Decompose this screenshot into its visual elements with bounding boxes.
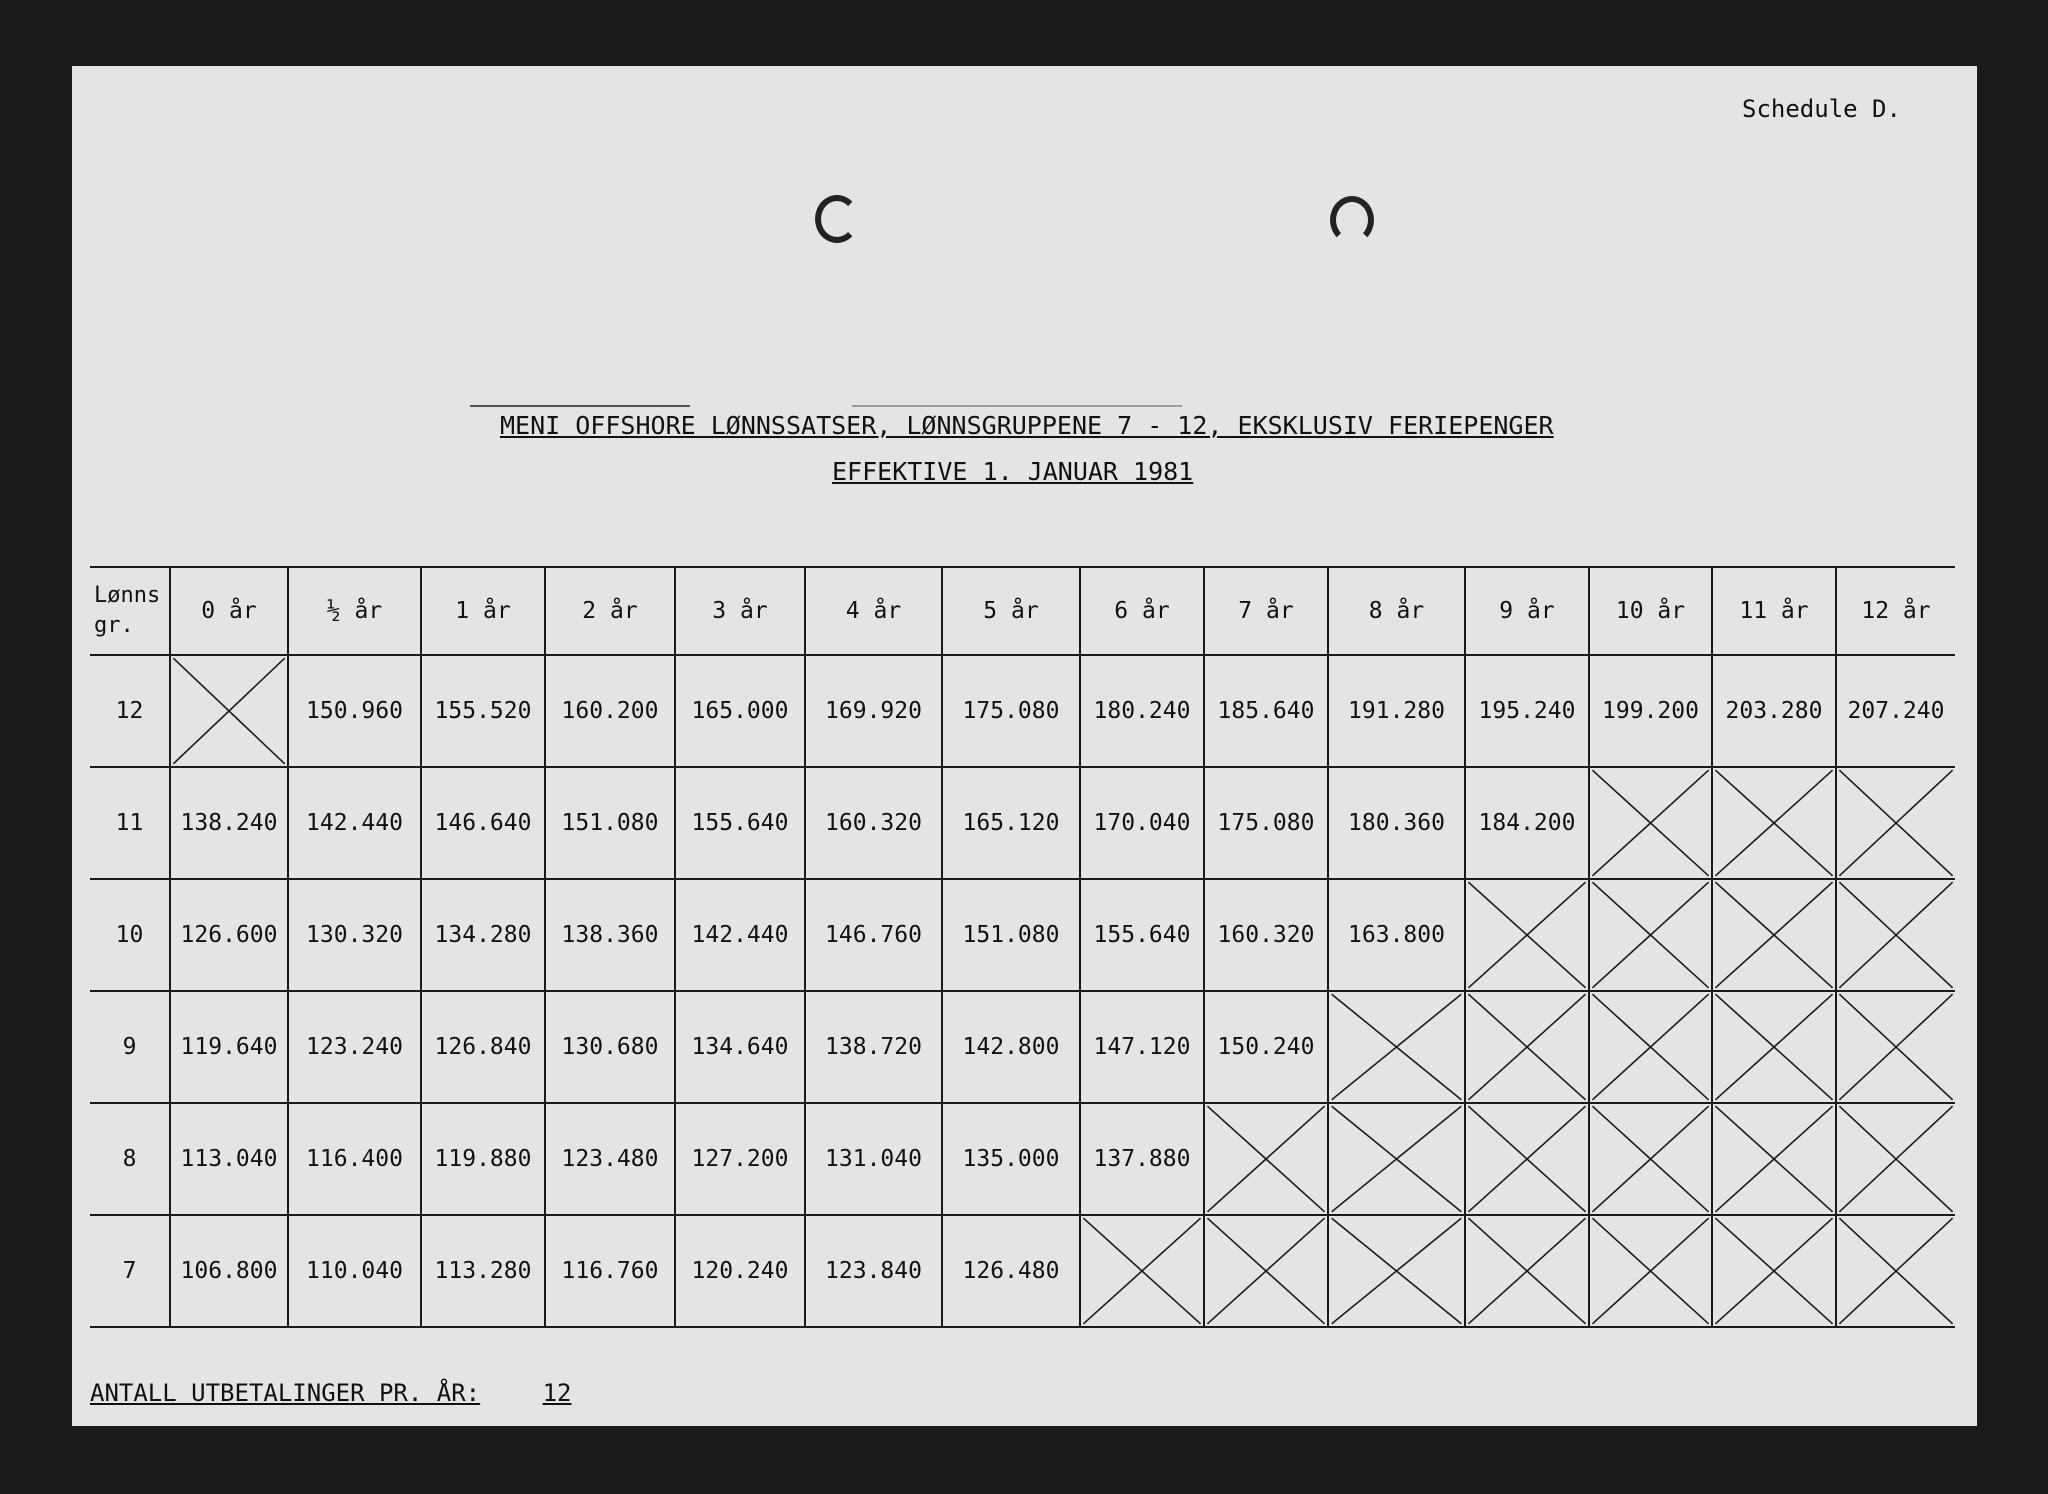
- salary-cell: 142.800: [942, 991, 1080, 1103]
- salary-cell: 134.640: [675, 991, 805, 1103]
- table-header-row: [90, 567, 1955, 655]
- salary-group-cell: 11: [90, 767, 170, 879]
- payments-per-year: [90, 1379, 572, 1407]
- cross-mark-icon: [1713, 1216, 1835, 1326]
- table-row: [90, 1215, 1955, 1327]
- salary-cell: 134.280: [421, 879, 545, 991]
- salary-cell: 151.080: [545, 767, 675, 879]
- salary-cell: 123.240: [288, 991, 421, 1103]
- salary-cell: 165.120: [942, 767, 1080, 879]
- salary-group-cell: 7: [90, 1215, 170, 1327]
- cross-mark-icon: [1329, 1216, 1464, 1326]
- salary-cell: 160.320: [1204, 879, 1328, 991]
- table-row: [90, 991, 1955, 1103]
- salary-cell: 160.200: [545, 655, 675, 767]
- salary-cell: 106.800: [170, 1215, 288, 1327]
- salary-cell: 160.320: [805, 767, 942, 879]
- table-row: [90, 655, 1955, 767]
- cross-mark-icon: [1590, 992, 1711, 1102]
- cross-mark-icon: [1590, 880, 1711, 990]
- salary-cell: 116.400: [288, 1103, 421, 1215]
- salary-cell: 207.240: [1836, 655, 1955, 767]
- not-applicable-cell: [1712, 1215, 1836, 1327]
- not-applicable-cell: [1204, 1215, 1328, 1327]
- not-applicable-cell: [1836, 1215, 1955, 1327]
- not-applicable-cell: [1836, 767, 1955, 879]
- document-subtitle: EFFEKTIVE 1. JANUAR 1981: [832, 457, 1194, 486]
- cross-mark-icon: [1081, 1216, 1203, 1326]
- salary-cell: 147.120: [1080, 991, 1204, 1103]
- cross-mark-icon: [1590, 768, 1711, 878]
- punch-hole-mark: [815, 195, 859, 243]
- not-applicable-cell: [1328, 1215, 1465, 1327]
- salary-group-cell: 8: [90, 1103, 170, 1215]
- not-applicable-cell: [170, 655, 288, 767]
- column-header: 1 år: [421, 567, 545, 655]
- column-header: 12 år: [1836, 567, 1955, 655]
- salary-table-container: [90, 566, 1955, 1328]
- cross-mark-icon: [1713, 992, 1835, 1102]
- table-body: [90, 655, 1955, 1327]
- salary-cell: 155.520: [421, 655, 545, 767]
- column-header: 10 år: [1589, 567, 1712, 655]
- column-header: 3 år: [675, 567, 805, 655]
- salary-cell: 151.080: [942, 879, 1080, 991]
- salary-cell: 203.280: [1712, 655, 1836, 767]
- salary-cell: 131.040: [805, 1103, 942, 1215]
- not-applicable-cell: [1589, 1215, 1712, 1327]
- salary-cell: 123.840: [805, 1215, 942, 1327]
- salary-cell: 185.640: [1204, 655, 1328, 767]
- salary-cell: 126.600: [170, 879, 288, 991]
- not-applicable-cell: [1465, 879, 1589, 991]
- table-row: [90, 767, 1955, 879]
- salary-group-cell: 12: [90, 655, 170, 767]
- salary-cell: 199.200: [1589, 655, 1712, 767]
- schedule-label: Schedule D.: [1742, 95, 1901, 123]
- column-header: 5 år: [942, 567, 1080, 655]
- not-applicable-cell: [1465, 991, 1589, 1103]
- column-header: ½ år: [288, 567, 421, 655]
- not-applicable-cell: [1712, 767, 1836, 879]
- cross-mark-icon: [171, 656, 287, 766]
- not-applicable-cell: [1328, 1103, 1465, 1215]
- table-row: [90, 879, 1955, 991]
- column-header: 0 år: [170, 567, 288, 655]
- salary-cell: 126.480: [942, 1215, 1080, 1327]
- cross-mark-icon: [1329, 992, 1464, 1102]
- salary-cell: 113.040: [170, 1103, 288, 1215]
- cross-mark-icon: [1205, 1216, 1327, 1326]
- document-title: MENI OFFSHORE LØNNSSATSER, LØNNSGRUPPENE 7 - 12, EKSKLUSIV FERIEPENGER: [500, 411, 1554, 440]
- salary-cell: 137.880: [1080, 1103, 1204, 1215]
- punch-hole-mark: [1330, 196, 1374, 244]
- cross-mark-icon: [1837, 992, 1955, 1102]
- cross-mark-icon: [1837, 880, 1955, 990]
- salary-cell: 150.240: [1204, 991, 1328, 1103]
- salary-cell: 169.920: [805, 655, 942, 767]
- not-applicable-cell: [1589, 879, 1712, 991]
- cross-mark-icon: [1590, 1216, 1711, 1326]
- cross-mark-icon: [1329, 1104, 1464, 1214]
- not-applicable-cell: [1080, 1215, 1204, 1327]
- cross-mark-icon: [1466, 880, 1588, 990]
- salary-table: [90, 566, 1955, 1328]
- group-column-header: [90, 567, 170, 655]
- not-applicable-cell: [1465, 1103, 1589, 1215]
- salary-cell: 146.640: [421, 767, 545, 879]
- column-header: 9 år: [1465, 567, 1589, 655]
- faded-rule: [470, 405, 690, 407]
- salary-cell: 119.880: [421, 1103, 545, 1215]
- salary-cell: 138.360: [545, 879, 675, 991]
- column-header: 7 år: [1204, 567, 1328, 655]
- column-header: 8 år: [1328, 567, 1465, 655]
- salary-cell: 146.760: [805, 879, 942, 991]
- cross-mark-icon: [1837, 1216, 1955, 1326]
- not-applicable-cell: [1712, 879, 1836, 991]
- salary-cell: 130.320: [288, 879, 421, 991]
- cross-mark-icon: [1466, 1104, 1588, 1214]
- salary-group-cell: 9: [90, 991, 170, 1103]
- column-header: 4 år: [805, 567, 942, 655]
- cross-mark-icon: [1837, 768, 1955, 878]
- salary-cell: 170.040: [1080, 767, 1204, 879]
- not-applicable-cell: [1836, 1103, 1955, 1215]
- salary-cell: 138.240: [170, 767, 288, 879]
- not-applicable-cell: [1589, 767, 1712, 879]
- not-applicable-cell: [1328, 991, 1465, 1103]
- salary-cell: 135.000: [942, 1103, 1080, 1215]
- column-header: 2 år: [545, 567, 675, 655]
- salary-cell: 130.680: [545, 991, 675, 1103]
- cross-mark-icon: [1713, 880, 1835, 990]
- salary-cell: 180.360: [1328, 767, 1465, 879]
- not-applicable-cell: [1836, 991, 1955, 1103]
- not-applicable-cell: [1204, 1103, 1328, 1215]
- cross-mark-icon: [1466, 1216, 1588, 1326]
- column-header: 6 år: [1080, 567, 1204, 655]
- cross-mark-icon: [1205, 1104, 1327, 1214]
- salary-cell: 123.480: [545, 1103, 675, 1215]
- salary-cell: 195.240: [1465, 655, 1589, 767]
- not-applicable-cell: [1712, 991, 1836, 1103]
- salary-cell: 142.440: [675, 879, 805, 991]
- salary-cell: 110.040: [288, 1215, 421, 1327]
- not-applicable-cell: [1712, 1103, 1836, 1215]
- not-applicable-cell: [1465, 1215, 1589, 1327]
- salary-cell: 191.280: [1328, 655, 1465, 767]
- group-header-line1: Lønns: [94, 583, 161, 608]
- salary-cell: 127.200: [675, 1103, 805, 1215]
- cross-mark-icon: [1713, 768, 1835, 878]
- salary-cell: 142.440: [288, 767, 421, 879]
- payments-label: ANTALL UTBETALINGER PR. ÅR:: [90, 1379, 481, 1407]
- salary-cell: 163.800: [1328, 879, 1465, 991]
- salary-cell: 126.840: [421, 991, 545, 1103]
- salary-cell: 113.280: [421, 1215, 545, 1327]
- cross-mark-icon: [1590, 1104, 1711, 1214]
- faded-rule: [852, 405, 1182, 407]
- salary-cell: 150.960: [288, 655, 421, 767]
- cross-mark-icon: [1713, 1104, 1835, 1214]
- salary-cell: 180.240: [1080, 655, 1204, 767]
- salary-cell: 119.640: [170, 991, 288, 1103]
- cross-mark-icon: [1466, 992, 1588, 1102]
- salary-cell: 116.760: [545, 1215, 675, 1327]
- salary-cell: 184.200: [1465, 767, 1589, 879]
- not-applicable-cell: [1836, 879, 1955, 991]
- salary-cell: 120.240: [675, 1215, 805, 1327]
- salary-cell: 175.080: [1204, 767, 1328, 879]
- group-header-line2: gr.: [94, 613, 134, 638]
- salary-group-cell: 10: [90, 879, 170, 991]
- cross-mark-icon: [1837, 1104, 1955, 1214]
- salary-cell: 155.640: [675, 767, 805, 879]
- table-row: [90, 1103, 1955, 1215]
- not-applicable-cell: [1589, 1103, 1712, 1215]
- salary-cell: 138.720: [805, 991, 942, 1103]
- not-applicable-cell: [1589, 991, 1712, 1103]
- salary-cell: 175.080: [942, 655, 1080, 767]
- payments-value: 12: [542, 1379, 572, 1407]
- salary-cell: 165.000: [675, 655, 805, 767]
- salary-cell: 155.640: [1080, 879, 1204, 991]
- column-header: 11 år: [1712, 567, 1836, 655]
